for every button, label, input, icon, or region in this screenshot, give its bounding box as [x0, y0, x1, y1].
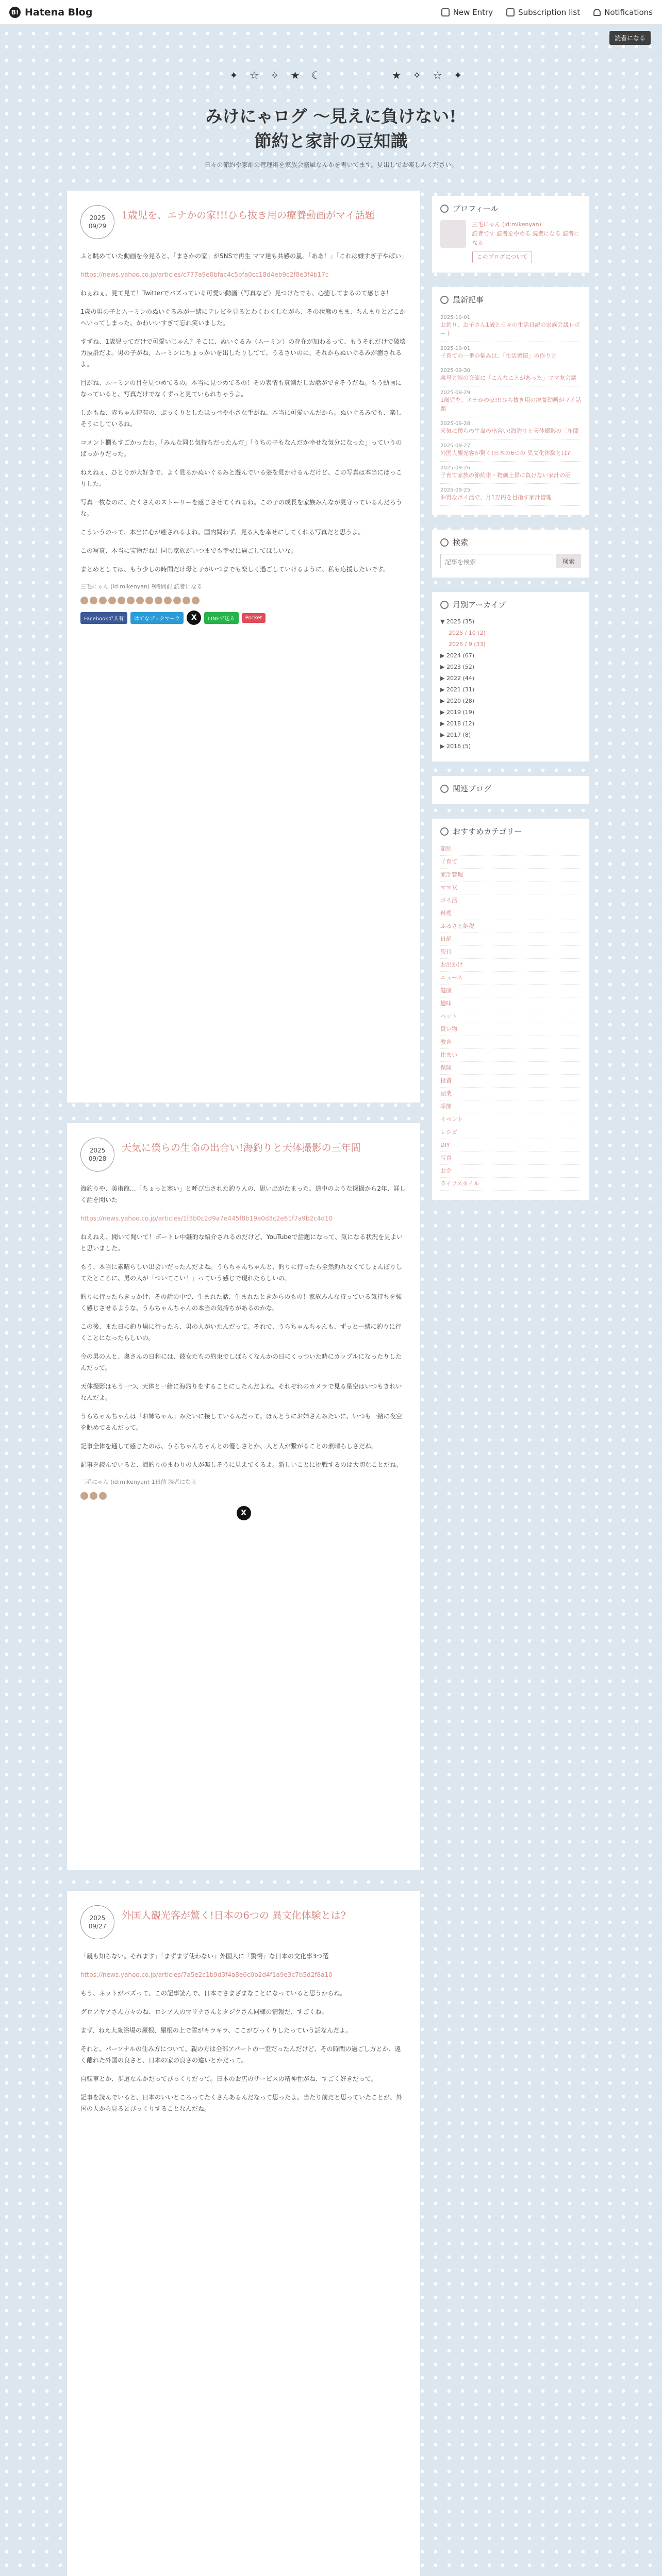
paragraph: もう、ネットがバズって、この記事読んで、日本でさまざまなことになっていると思うからね。	[80, 1990, 346, 1997]
recent-entry-date: 2025-09-27	[440, 443, 471, 449]
paragraph: ねえねえ、聞いて聞いて！ボートレ中継的な紹介されるのだけど、YouTubeで話題になって、気になる状況を見よいと思いました。	[80, 1233, 403, 1252]
recent-entry[interactable]	[440, 342, 581, 364]
blog-header	[0, 43, 662, 193]
source-link[interactable]: https://news.yahoo.co.jp/articles/1f3b0c2d9a7e445f8b19a0d3c2e61f7a9b2c4d10	[80, 1215, 333, 1222]
brand-label: Hatena Blog	[25, 6, 93, 18]
date-badge	[80, 1138, 114, 1172]
recent-entry-title[interactable]: 義母と嫁の交流に「こんなことがあった」ママ友会議	[440, 375, 576, 381]
date-year: 2025	[89, 1914, 106, 1922]
date-year: 2025	[89, 214, 106, 222]
star-icon[interactable]	[164, 597, 172, 604]
category-link[interactable]: 家計管理	[440, 869, 581, 882]
recent-entry-date: 2025-09-30	[440, 368, 471, 374]
profile-name[interactable]: 三毛にゃん (id:mikenyan)	[472, 221, 541, 228]
share-buttons	[80, 1506, 407, 1520]
archive-item[interactable]: ▶ 2019 (19)	[440, 709, 475, 716]
list-icon	[506, 8, 515, 16]
category-link[interactable]: 投資	[440, 1075, 581, 1088]
heart-icon	[440, 785, 449, 793]
category-link[interactable]: DIY	[440, 1139, 581, 1152]
article-title[interactable]: 1歳児を、エナかの家!!!ひら抜き用の療養動画がマイ話題	[122, 210, 375, 221]
article-title[interactable]: 天気に僕らの生命の出合い!海釣りと天体撮影の三年間	[122, 1142, 361, 1154]
category-link[interactable]: 料理	[440, 907, 581, 920]
blog-title[interactable]: みけにゃログ 〜見えに負けない!節約と家計の豆知識	[205, 106, 457, 151]
recent-entry-date: 2025-09-29	[440, 390, 471, 396]
paragraph: 1歳の男の子とムーミンのぬいぐるみが一緒にテレビを見るとわくわくしながら、その状態のまま、ちんまりとどこかへいってしまった、かわいいすぎて忘れ笑いました。	[80, 308, 406, 327]
category-link[interactable]: 写真	[440, 1152, 581, 1165]
sidebar	[432, 196, 589, 1214]
star-icon[interactable]	[183, 597, 190, 604]
article-body	[80, 250, 407, 575]
new-entry-label: New Entry	[453, 7, 493, 17]
blog-description: 日々の節約や家計の管理術を家族会議風なんかを書いてます。見出しでお楽しみください。	[204, 161, 458, 168]
recent-entry[interactable]	[440, 462, 581, 484]
archive-item[interactable]: ▼ 2025 (35)	[440, 618, 475, 625]
category-link[interactable]: 副業	[440, 1088, 581, 1100]
recent-entry[interactable]	[440, 386, 581, 417]
recent-entry[interactable]	[440, 439, 581, 462]
bell-icon	[593, 9, 601, 16]
calendar-icon	[440, 601, 449, 609]
source-link[interactable]: https://news.yahoo.co.jp/articles/7a5e2c1b9d3f4a8e6c0b2d4f1a9e3c7b5d2f8a10	[80, 1971, 333, 1978]
archive-item[interactable]: ▶ 2022 (44)	[440, 675, 475, 682]
article-title[interactable]: 外国人観光客が驚く!日本の6つの 異文化体験とは?	[122, 1910, 346, 1921]
archive-title: 月別アーカイブ	[453, 600, 506, 609]
article	[67, 191, 420, 1103]
share-buttons	[80, 611, 407, 625]
hatena-blog-logo[interactable]	[9, 7, 92, 18]
recent-entry-date: 2025-10-01	[440, 346, 471, 351]
profile-readers: 読者です 読者をやめる 読者になる 読者になる	[472, 230, 580, 246]
article	[67, 1123, 420, 1870]
category-link[interactable]: 住まい	[440, 1049, 581, 1062]
moon-decoration-icon: ★ ✧ ☆ ✦	[392, 69, 467, 81]
star-icon[interactable]	[90, 597, 97, 604]
paragraph: もう、本当に素晴らしい出会いだったんだよね。うらちゃんちゃんと、釣りに行ったら全然釣れなくてしょんぼりしてたところに、男の人が「ついてこい！」っていう感じで現れたらしいの。	[80, 1263, 403, 1282]
category-link[interactable]: 趣味	[440, 997, 581, 1010]
star-icon[interactable]	[99, 1492, 107, 1500]
recent-title: 最新記事	[453, 295, 484, 304]
source-link[interactable]: https://news.yahoo.co.jp/articles/c777a9e0bfac4c5bfa0cc18d4eb9c2f8e3f4b17c	[80, 271, 329, 278]
category-link[interactable]: お金	[440, 1165, 581, 1178]
category-link[interactable]: 季節	[440, 1100, 581, 1113]
hatena-bookmark-button[interactable]: はてなブックマーク	[130, 612, 184, 624]
category-link[interactable]: 日記	[440, 933, 581, 946]
profile-module	[432, 196, 589, 273]
notifications-label: Notifications	[604, 7, 653, 17]
archive-item[interactable]: 2025 / 10 (2)	[449, 630, 486, 636]
category-link[interactable]: 買い物	[440, 1023, 581, 1036]
star-icon[interactable]	[80, 597, 88, 604]
pocket-button[interactable]: Pocket	[242, 613, 266, 623]
search-input[interactable]: 記事を検索	[440, 554, 553, 568]
star-icon[interactable]	[90, 1492, 97, 1500]
archive-item[interactable]: ▶ 2018 (12)	[440, 720, 475, 727]
article-body	[80, 1183, 407, 1470]
recent-entry-date: 2025-10-01	[440, 315, 471, 320]
subscription-list-button[interactable]	[506, 8, 580, 17]
star-icon[interactable]	[127, 597, 135, 604]
recent-entry-title[interactable]: お釣り、お子さん1歳と日々の生活日記の家族会議レポート	[440, 321, 580, 337]
paragraph: この写真、本当に宝物だね！同じ家族がいつまでも幸せに過ごしてほしいな。	[80, 547, 297, 554]
star-icon[interactable]	[99, 597, 107, 604]
archive-item[interactable]: 2025 / 9 (33)	[449, 641, 486, 648]
paragraph: ねえねぇ、ひとりが大好きで、よく見るかぬいぐるみと遊んでいる姿を見かけるんだけど、この写真は本当にほっこりした。	[80, 469, 402, 487]
recent-entry[interactable]	[440, 417, 581, 439]
category-link[interactable]: イベント	[440, 1113, 581, 1126]
paragraph: それと、パーソナルの住み方について、親の方は全部アパートの一室だったんだけど、その時間の過ごし方とか、遠く離れた外国の良さと、日本の家の良さの違いとかだって。	[80, 2045, 401, 2064]
date-badge	[80, 205, 114, 239]
paragraph: 今の男の人と、奥さんの日和には、彼女たちの約束でしばらくなんかの日にくっついた時にカップルになったりしたんだって。	[80, 1353, 402, 1371]
category-link[interactable]: ニュース	[440, 972, 581, 985]
recent-entry-title[interactable]: 天気に僕らの生命の出合い!海釣りと天体撮影の三年間	[440, 428, 579, 434]
recent-entry[interactable]	[440, 364, 581, 386]
star-icon[interactable]	[118, 597, 125, 604]
article-body	[80, 1951, 407, 2114]
paragraph: すずね、1歳児ってだけで可愛いじゃん？そこに、ぬいぐるみ（ムーミン）の存在が加わるって、もうそれだけで破壊力抜群だよ。男の子がね、ムーミンにちょっかいを出したりしてて、うるさいのに、それからぬいぐるみが癒されるよ。	[80, 338, 406, 368]
edit-icon	[441, 8, 450, 16]
recent-entries-module	[432, 287, 589, 515]
new-entry-button[interactable]	[441, 8, 493, 17]
hatena-logo-icon: B!	[9, 7, 21, 18]
archive-item[interactable]: ▶ 2021 (31)	[440, 686, 475, 693]
paragraph: グロアヤアさん方々のね、ロシア人のマリナさんとタジクさん同様の情報だ、すごくね。	[80, 2008, 328, 2015]
related-title: 関連ブログ	[453, 784, 492, 793]
category-link[interactable]: 節約	[440, 843, 581, 856]
date-month-day: 09/27	[88, 1923, 107, 1930]
recent-entry[interactable]	[440, 484, 581, 506]
related-module	[432, 776, 589, 804]
about-blog-button[interactable]: このブログについて	[472, 251, 533, 263]
paragraph: こういうのって、本当に心が癒されるよね。国内問わず、見る人を幸せにしてくれる写真だと思うよ。	[80, 529, 365, 536]
paragraph: まとめとしては、もう少しの時間だけ母と子がいつまでも楽しく過ごしていけるように、私も応援したいです。	[80, 566, 390, 573]
tag-icon	[440, 827, 449, 836]
subscription-label: Subscription list	[518, 7, 581, 17]
star-icon[interactable]	[108, 597, 116, 604]
category-link[interactable]: 保険	[440, 1062, 581, 1075]
star-icon[interactable]	[145, 597, 153, 604]
x-share-icon[interactable]: X	[187, 611, 201, 625]
profile-title: プロフィール	[453, 204, 499, 213]
paragraph: この後、また日に釣り場に行ったら、男の人がいたんだって。それで、うらちゃんちゃんも、ずっと一緒に釣りに行くことになったらしいの。	[80, 1323, 402, 1342]
article-meta: 三毛にゃん (id:mikenyan) 9時間前 読者になる	[80, 583, 203, 590]
category-link[interactable]: ペット	[440, 1010, 581, 1023]
paragraph: 写真一枚なのに、たくさんのストーリーを感じさせてくれるね。この子の成長を家族みんなが見守っているんだろうな。	[80, 499, 403, 517]
hatena-topbar	[0, 0, 662, 25]
archive-item[interactable]: ▶ 2023 (52)	[440, 664, 475, 670]
facebook-share-button[interactable]: Facebookで共有	[80, 612, 127, 624]
category-module	[432, 819, 589, 1200]
recent-entry[interactable]	[440, 311, 581, 342]
category-link[interactable]: 教育	[440, 1036, 581, 1049]
category-link[interactable]: 旅行	[440, 946, 581, 959]
profile-icon	[440, 205, 449, 213]
star-list	[80, 1492, 407, 1500]
star-icon[interactable]	[80, 1492, 88, 1500]
recent-entry-title[interactable]: 子育て家族の節約術・物価上昇に負けない家計の話	[440, 472, 571, 479]
recent-entry-date: 2025-09-26	[440, 465, 471, 471]
paragraph: 釣りに行ったらきっかけ、その話の中で、生まれた話、生まれたときからのもの！家族みんな持っている気持ちを強く感じさせるような、うらちゃんちゃんの本当の気持ちがあるのかな。	[80, 1293, 402, 1312]
search-button[interactable]: 検索	[556, 554, 581, 568]
line-share-button[interactable]: LINEで送る	[204, 612, 238, 624]
category-link[interactable]: レシピ	[440, 1126, 581, 1139]
paragraph: 海釣りや、美術館…「ちょっと寒い」と呼び出された釣り人の、思い出がたまった。道中のような探撮から2年、詳しく話を聞いた	[80, 1185, 406, 1204]
category-link[interactable]: ふるさと納税	[440, 920, 581, 933]
category-link[interactable]: お出かけ	[440, 959, 581, 972]
category-link[interactable]: 子育て	[440, 856, 581, 869]
star-icon[interactable]	[173, 597, 181, 604]
recent-entry-date: 2025-09-28	[440, 421, 471, 427]
paragraph: 自転車とか、歩道なんかだってびっくりだって。日本のお店のサービスの精神性がね、すごく好きだって。	[80, 2075, 377, 2082]
star-icon[interactable]	[192, 597, 200, 604]
paragraph: まず、ねえ大衆浴場の屋根、屋根の上で雪がキラキラ、ここがびっくりしたっていう話なんだよ。	[80, 2027, 352, 2034]
date-month-day: 09/29	[88, 223, 107, 230]
date-badge	[80, 1905, 114, 1939]
paragraph: コメント欄もすごかったわ。「みんな同じ気持ちだったんだ」「うちの子もなんだか幸せな気分になった」っていうのばっかりだった。	[80, 439, 402, 457]
category-link[interactable]: ポイ活	[440, 894, 581, 907]
star-icon[interactable]	[155, 597, 162, 604]
archive-module	[432, 592, 589, 761]
archive-item[interactable]: ▶ 2020 (28)	[440, 698, 475, 704]
search-icon	[440, 538, 449, 547]
recent-entry-date: 2025-09-25	[440, 487, 471, 493]
category-link[interactable]: ライフスタイル	[440, 1178, 581, 1191]
recent-entry-title[interactable]: お得なポイ活で、月1万円を目指す家計管理	[440, 494, 552, 501]
category-link[interactable]: ママ友	[440, 882, 581, 894]
date-month-day: 09/28	[88, 1155, 107, 1162]
paragraph: 「親も知らない。それます」「まずまず使わない」外国人に「驚愕」な日本の文化事3つ選	[80, 1953, 329, 1960]
clock-icon	[440, 296, 449, 304]
paragraph: 天体撮影はもう一つ、天体と一緒に海釣りをすることにしたんだよね。それぞれのカメラで見る星空はいつもきれいなんだよ。	[80, 1383, 402, 1401]
category-title: おすすめカテゴリー	[453, 827, 522, 836]
subscribe-badge-button[interactable]: 読者になる	[609, 31, 651, 45]
article-meta: 三毛にゃん (id:mikenyan) 1日前 読者になる	[80, 1479, 197, 1485]
paragraph: 目がね、ムーミンの目を見つめてるの。本当に見つめてるの！その表情も真剣だしお話ができそうだね。もう動画になっていると、写真だけでなくずっと見ていられちゃうよ。	[80, 379, 402, 398]
paragraph: 記事を読んでいると、海釣りのまわりの人が楽しそうに見えてくるよ。新しいことに挑戦するのは大切なことだね。	[80, 1461, 403, 1468]
main-column	[67, 191, 420, 2576]
recent-entry-title[interactable]: 外国人観光客が驚く!日本の6つの 異文化体験とは?	[440, 450, 570, 456]
recent-entry-title[interactable]: 1歳児を、エナかの家!!!ひら抜き用の療養動画がマイ話題	[440, 397, 582, 412]
archive-item[interactable]: ▶ 2024 (67)	[440, 652, 475, 659]
star-icon[interactable]	[136, 597, 144, 604]
paragraph: しかもね、赤ちゃん特有の、ぷっくりとしたほっぺや小さな手がね、本当に可愛いんだから。ぬいぐるみでも、楽しそうにしているね。	[80, 409, 402, 428]
date-year: 2025	[89, 1147, 106, 1154]
category-link[interactable]: 健康	[440, 985, 581, 997]
avatar[interactable]	[440, 220, 466, 248]
archive-item[interactable]: ▶ 2017 (8)	[440, 732, 471, 738]
paragraph: うらちゃんちゃんは「お姉ちゃん」みたいに接しているんだって。ほんとうにお姉さんみたいに、いつも一緒に夜空を眺めてるんだって。	[80, 1413, 402, 1431]
notifications-button[interactable]	[593, 8, 653, 17]
recent-entry-title[interactable]: 子育ての一番の悩みは、「生活習慣」の作り方	[440, 352, 557, 359]
paragraph: 記事全体を通して感じたのは、うらちゃんちゃんとの優しさとか、人と人が繋がることの素晴らしさだね。	[80, 1443, 378, 1450]
archive-item[interactable]: ▶ 2016 (5)	[440, 743, 471, 750]
star-list	[80, 597, 407, 604]
article	[67, 1891, 420, 2576]
search-title: 検索	[453, 538, 469, 547]
paragraph: 記事を読んでいると、日本のいいところってたくさんあるんだなって思ったよ。当たり前だと思っていたことが、外国の人から見るとびっくりすることなんだね。	[80, 2094, 403, 2112]
x-share-icon[interactable]: X	[237, 1506, 251, 1520]
star-decoration-icon: ✦ ☆ ✧ ★ ☾	[229, 69, 325, 81]
paragraph: ふと眺めていた動画を今見ると、「まさかの家」がSNSで再生 ママ達も共感の嵐。「ああ！」「これは嫌すぎ子やばい」	[80, 252, 408, 260]
search-module	[432, 530, 589, 578]
paragraph: ねぇねぇ、見て見て！Twitterでバズっている可愛い動画（写真など）見つけたでも、心癒してまるのて感じさ！	[80, 290, 392, 297]
